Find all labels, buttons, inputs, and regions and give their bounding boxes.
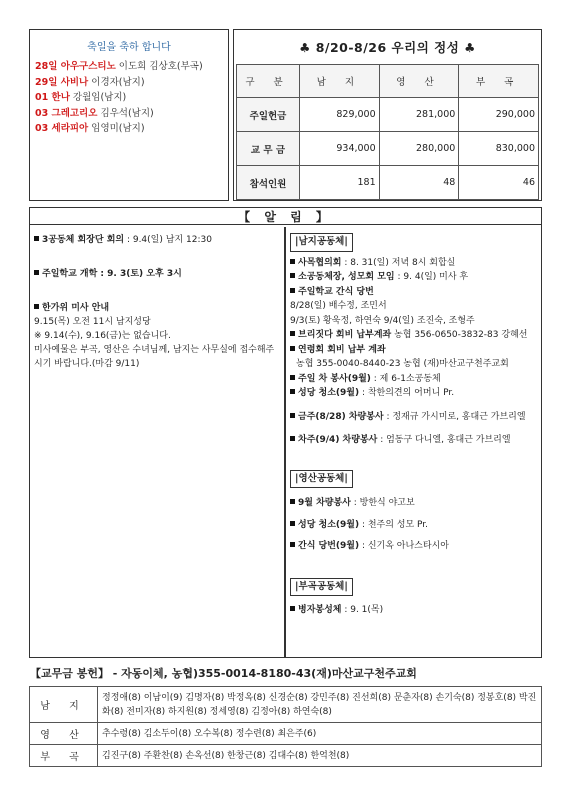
feast-item: 29일 사비나 이경자(남지) (35, 76, 145, 88)
member-names: 추수령(8) 김소두이(8) 오수복(8) 정수련(8) 최은주(6) (98, 723, 542, 745)
row-label: 주일헌금 (237, 98, 300, 132)
notice-item: 주일학교 간식 당번 (290, 285, 540, 300)
section-title-namji: |남지공동체| (290, 233, 353, 252)
bullet-icon (290, 389, 295, 394)
cell-value: 181 (300, 166, 380, 200)
cell-value: 934,000 (300, 132, 380, 166)
header-cell: 남 지 (300, 65, 380, 98)
notice-line: 미사예물은 부곡, 영산은 수녀님께, 남지는 사무실에 접수해주시기 바랍니다.(마감 9/11) (34, 345, 275, 369)
row-label: 참석인원 (237, 166, 300, 200)
bullet-icon (290, 331, 295, 336)
feast-item: 03 세라피아 임영미(남지) (35, 123, 145, 134)
bank-info: 【교무금 봉헌】 - 자동이체, 농협)355-0014-8180-43(재)마산교구천주교회 (30, 667, 417, 680)
table-row (237, 98, 539, 132)
parish-label: 남 지 (30, 687, 98, 723)
table-row (237, 132, 539, 166)
bullet-icon (290, 499, 295, 504)
offering-box (233, 29, 542, 201)
contributors-table (29, 686, 542, 767)
notice-line: 9/3(토) 황욱정, 하연숙 9/4(일) 조진숙, 조형주 (290, 315, 475, 326)
notice-item: 소공동체장, 성모회 모임 : 9. 4(일) 미사 후 (290, 270, 540, 285)
notice-item: 병자봉성체 : 9. 1(목) (290, 603, 540, 618)
cell-value: 280,000 (379, 132, 459, 166)
bullet-icon (34, 270, 39, 275)
bullet-icon (290, 606, 295, 611)
notice-item: 연령회 회비 납부 계좌 (290, 343, 540, 358)
cell-value: 281,000 (379, 98, 459, 132)
cell-value: 829,000 (300, 98, 380, 132)
notice-item: 금주(8/28) 차량봉사 : 정재규 가시미로, 홍대근 가브리엘 (290, 410, 540, 425)
bullet-icon (290, 542, 295, 547)
member-names: 김진구(8) 주환찬(8) 손옥선(8) 한창근(8) 김대수(8) 한억천(8) (98, 745, 542, 767)
table-row (237, 166, 539, 200)
notice-title: 【 알 림 】 (30, 208, 541, 225)
header-cell: 영 산 (379, 65, 459, 98)
bullet-icon (290, 273, 295, 278)
bullet-icon (290, 521, 295, 526)
header-cell: 부 곡 (459, 65, 539, 98)
notice-item: 3공동체 회장단 회의 : 9.4(일) 남지 12:30 (34, 233, 282, 247)
feast-item: 01 한나 강월임(남지) (35, 92, 127, 103)
bullet-icon (34, 304, 39, 309)
notice-item: 주일 차 봉사(9월) : 제 6-1소공동체 (290, 372, 540, 387)
bullet-icon (290, 288, 295, 293)
cell-value: 48 (379, 166, 459, 200)
notice-line: ※ 9.14(수), 9.16(금)는 없습니다. (34, 331, 171, 341)
cell-value: 46 (459, 166, 539, 200)
notice-line: 8/28(일) 배수정, 조민서 (290, 301, 387, 311)
bullet-icon (290, 375, 295, 380)
column-divider (284, 227, 286, 657)
cell-value: 290,000 (459, 98, 539, 132)
row-label: 교 무 금 (237, 132, 300, 166)
table-row (30, 723, 542, 745)
table-row (30, 687, 542, 723)
bullet-icon (290, 259, 295, 264)
notice-item: 간식 당번(9월) : 신기옥 아나스타시아 (290, 539, 540, 554)
feast-item: 03 그레고리오 김우석(남지) (35, 107, 154, 119)
feast-title: 축일을 축하 합니다 (87, 42, 171, 53)
notice-item: 차주(9/4) 차량봉사 : 엄동구 다니엘, 홍대근 가브리엘 (290, 433, 540, 448)
notice-item: 주일학교 개학 : 9. 3(토) 오후 3시 (34, 267, 282, 281)
notice-right-column (290, 233, 540, 618)
bullet-icon (290, 413, 295, 418)
feast-item: 28일 아우구스티노 이도희 김상호(부곡) (35, 61, 203, 72)
header-cell: 구 분 (237, 65, 300, 98)
notice-item: 브리짓다 회비 납부계좌 농협 356-0650-3832-83 강혜선 (290, 328, 540, 343)
member-names: 정정애(8) 이남이(9) 김명자(8) 박정옥(8) 신경순(8) 강민주(8) 진선희(8) 문춘자(8) 손기숙(8) 정봉호(8) 박진화(8) 전미자(8) 하지원(8) 정세영(8) 김정아(8) 하연숙(8) (98, 687, 542, 723)
notice-item: 성당 청소(9월) : 착한의견의 어머니 Pr. (290, 386, 540, 401)
feast-day-box (29, 29, 229, 201)
notice-line: 9.15(목) 오전 11시 남지성당 (34, 317, 151, 327)
notice-item: 한가위 미사 안내 (34, 301, 282, 315)
table-header-row (237, 65, 539, 98)
notice-line: 농협 355-0040-8440-23 농협 (재)마산교구천주교회 (296, 359, 509, 369)
parish-label: 영 산 (30, 723, 98, 745)
notice-item: 사목협의회 : 8. 31(일) 저녁 8시 회합실 (290, 256, 540, 271)
cell-value: 830,000 (459, 132, 539, 166)
table-row (30, 745, 542, 767)
bullet-icon (34, 236, 39, 241)
parish-label: 부 곡 (30, 745, 98, 767)
notice-section (29, 207, 542, 658)
bullet-icon (290, 346, 295, 351)
section-title-bugok: |부곡공동체| (290, 578, 353, 597)
notice-left-column (34, 233, 282, 371)
notice-item: 9월 차량봉사 : 방한식 야고보 (290, 496, 540, 511)
section-title-yeongsan: |영산공동체| (290, 470, 353, 489)
offering-title: ♣ 8/20-8/26 우리의 정성 ♣ (299, 40, 476, 55)
offering-table (236, 64, 539, 200)
notice-item: 성당 청소(9월) : 천주의 성모 Pr. (290, 518, 540, 533)
bullet-icon (290, 436, 295, 441)
